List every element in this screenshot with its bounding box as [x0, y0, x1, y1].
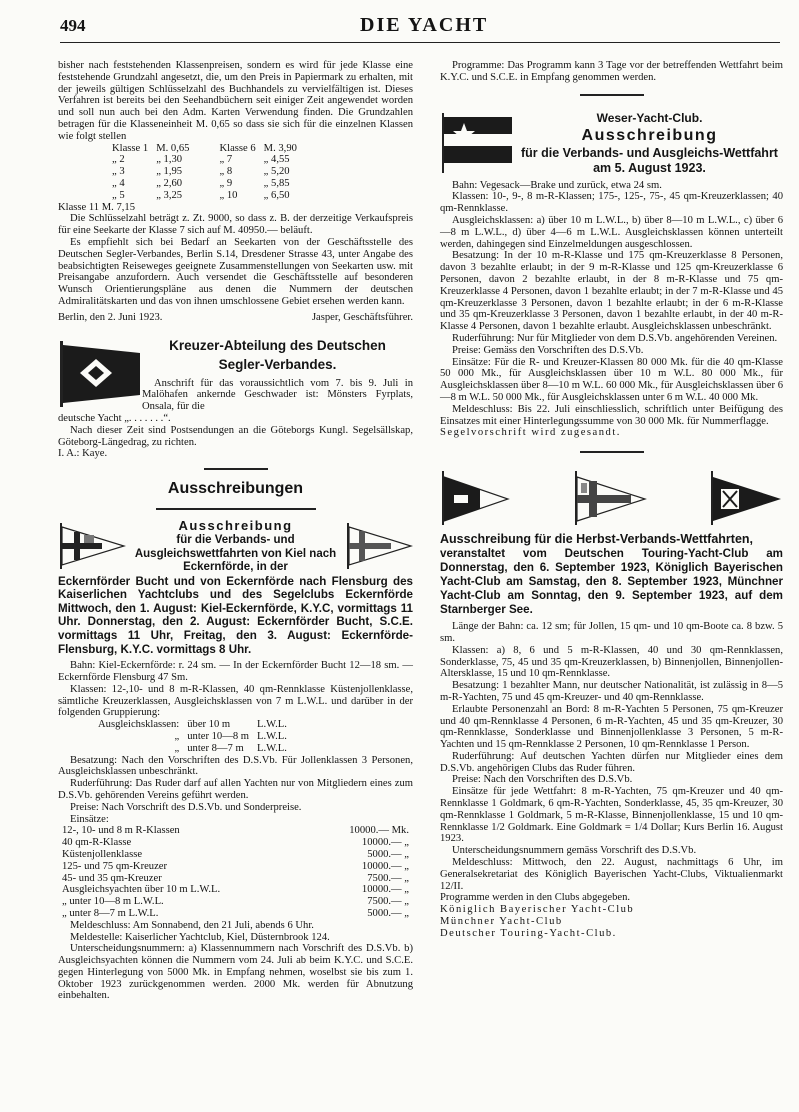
header-rule [60, 42, 780, 43]
class-price-cell: Klasse 6 [219, 142, 256, 154]
programme-paragraph: Programme: Das Programm kann 3 Tage vor der betreffenden Wettfahrt beim K.Y.C. und S.C.E. in Empfang genommen werden. [440, 60, 783, 83]
herbst-unterscheidung: Unterscheidungsnummern gemäss Vorschrift des D.S.Vb. [452, 845, 697, 857]
class-price-cell: „ 1,95 [156, 166, 183, 178]
kiel-meldeschluss: Meldeschluss: Am Sonnabend, den 21 Juli, abends 6 Uhr. [70, 919, 314, 931]
einsatz-row [58, 825, 413, 837]
class-price-cell: M. 0,65 [156, 142, 190, 154]
left-column [58, 60, 413, 1002]
herbst-ruder: Ruderführung: Auf deutschen Yachten dürfen nur Mitglieder eines dem D.S.Vb. angehörigen Clubs das Ruder führen. [440, 750, 783, 774]
weser-segelvorschrift: Segelvorschrift wird zugesandt. [440, 427, 621, 439]
weser-besatzung: Besatzung: In der 10 m-R-Klasse und 175 qm-Kreuzerklasse 8 Personen, davon 3 bezahlte erlaubt; in der 9 m-R-Klasse und 125 qm-Kreuzerklasse 6 Personen, davon 2 bezahlte erlaubt, in der 8 m-R-Klasse und 75 qm-Kreuzerklasse 4 Personen, davon 1 bezahlte erlaubt; in der 7 m-R-Klasse und 45 qm-Kreuzerklasse 3 Personen, davon 1 bezahlte erlaubt; in der 6 m-R-Klasse und 35 qm-Kreuzerklasse 3 Personen, davon 1 bezahlte erlaubt, in der 40 m-R-Klasse 4 Personen, davon 1 bezahlte erlaubt. Ausgleichsklassen unbeschränkt. [440, 250, 783, 333]
ausgleich-cell: L.W.L. [257, 719, 287, 731]
kiel-bahn: Bahn: Kiel-Eckernförde: r. 24 sm. — In der Eckernförder Bucht 12—18 sm. — Eckernförde Flensburg 47 Sm. [58, 660, 413, 683]
class-price-cell: M. 3,90 [263, 142, 297, 154]
einsatz-row [58, 849, 413, 861]
kiel-ausschreibung-header [58, 518, 413, 575]
club-signature-2: Münchner Yacht-Club [440, 916, 563, 928]
schluessel-paragraph: Die Schlüsselzahl beträgt z. Zt. 9000, so dass z. B. der derzeitige Verkaufspreis für eine Seekarte der Klasse 7 sich auf M. 40950.— beläuft. [58, 213, 413, 237]
einsatz-amount: 7500.— „ [367, 896, 409, 908]
class-price-cell: „ 5,85 [263, 177, 290, 189]
weser-ausschreibung-word: Ausschreibung [581, 126, 718, 144]
section-heading-ausschreibungen: Ausschreibungen [167, 480, 304, 498]
club-signature-3: Deutscher Touring-Yacht-Club. [440, 927, 617, 939]
kiel-preise: Preise: Nach Vorschrift des D.S.Vb. und Sonderpreise. [70, 801, 302, 813]
class-price-row [108, 143, 301, 155]
empfehlung-paragraph: Es empfiehlt sich bei Bedarf an Seekarten von der Geschäftsstelle des Deutschen Segler-Verbandes, Berlin S.14, Dresdener Strasse 43, unter Angabe des beabsichtigten Reiseweges geeignete Zusammenstellungen von Seekarten usw. mit Preisangabe anzufordern. Auch versendet die Geschäftsstelle auf besonderen Wunsch Orientierungspläne aus denen die Nummern der deutschen Admiralitätskarten und das von ihnen umschlossene Gebiet ersehen werden kann. [58, 236, 413, 307]
kiel-ausschreibung-word: Ausschreibung [178, 518, 293, 534]
right-column [440, 60, 783, 940]
class-price-cell: Klasse 1 [112, 142, 149, 154]
einsatz-row [58, 896, 413, 908]
herbst-preise: Preise: Nach den Vorschriften des D.S.Vb. [452, 774, 633, 786]
kiel-ausschreibung-sub: für die Verbands- und Ausgleichswettfahrten von Kiel nach Eckernförde, in der [134, 534, 337, 574]
einsatz-class: 45- und 35 qm-Kreuzer [62, 872, 162, 884]
class-price-cell: „ 1,30 [156, 154, 183, 166]
kreuzer-title-2: Segler-Verbandes. [218, 356, 337, 372]
herbst-title: Ausschreibung für die Herbst-Verbands-Wettfahrten, [440, 532, 754, 547]
ausgleich-cell: L.W.L. [257, 730, 287, 742]
kreuzer-block [58, 336, 413, 413]
einsatz-amount: 10000.— „ [361, 837, 409, 849]
class-price-row [108, 166, 301, 178]
weser-preise: Preise: Gemäss den Vorschriften des D.S.Vb. [452, 344, 644, 356]
dsv-burgee-icon [58, 339, 142, 409]
herbst-programme: Programme werden in den Clubs abgegeben. [440, 892, 631, 904]
class-price-row [108, 154, 301, 166]
herbst-personen: Erlaubte Personenzahl an Bord: 8 m-R-Yachten 5 Personen, 75 qm-Kreuzer und 40 qm-Rennklasse 4 Personen, 6 m-R-Yachten, 45 und 35 qm-Kreuzer, 30 qm-Rennklasse, Sonderklasse und Binnenjollenklasse 3 Personen, 5 m-R-Yachten und 15 qm-Rennklasse 2 Personen, 10 qm-Rennklasse 1 Person. [440, 703, 783, 751]
club-signature-1: Königlich Bayerischer Yacht-Club [440, 904, 635, 916]
sign-name: Jasper, Geschäftsführer. [311, 311, 413, 323]
einsatz-amount: 10000.— „ [361, 884, 409, 896]
einsatz-class: 40 qm-R-Klasse [62, 837, 132, 849]
einsatz-amount: 5000.— „ [367, 907, 409, 919]
myc-burgee-icon [709, 469, 783, 527]
class-price-row [108, 190, 301, 202]
class-price-cell: „ 3,25 [156, 189, 183, 201]
einsatz-row [58, 861, 413, 873]
weser-klassen: Klassen: 10-, 9-, 8 m-R-Klassen; 175-, 125-, 75-, 45 qm-Kreuzerklassen; 40 qm-Rennklasse. [440, 191, 783, 215]
class-price-cell: „ 8 [219, 166, 233, 178]
herbst-laenge: Länge der Bahn: ca. 12 sm; für Jollen, 15 qm- und 10 qm-Boote ca. 8 bzw. 5 sm. [440, 621, 783, 644]
einsatz-class: „ unter 10—8 m L.W.L. [62, 896, 164, 908]
weser-meldeschluss: Meldeschluss: Bis 22. Juli einschliesslich, schriftlich unter Beifügung des Einsatzes mit einer Hinterlegungssumme von 30 000 Mk. für Nummerflagge. [440, 403, 783, 427]
einsatz-amount: 10000.— Mk. [349, 825, 409, 837]
class-last-row: Klasse 11 M. 7,15 [58, 201, 135, 213]
einsatz-class: „ unter 8—7 m L.W.L. [62, 907, 159, 919]
kreuzer-sign: I. A.: Kaye. [58, 448, 108, 460]
kyc-burgee-icon [58, 521, 126, 571]
ausgleich-table [94, 719, 291, 754]
ausgleich-cell: „ [174, 730, 180, 742]
class-price-row [108, 178, 301, 190]
ausgleich-row [94, 719, 291, 731]
kiel-klassen: Klassen: 12-,10- und 8 m-R-Klassen, 40 qm-Rennklasse Küstenjollenklasse, sämtliche Kreuzerklassen, Ausgleichsklassen von 7 m L.W.L. und darüber in der folgenden Gruppierung: [58, 683, 413, 719]
einsatz-row [58, 873, 413, 885]
kiel-besatzung: Besatzung: Nach den Vorschriften des D.S.Vb. Für Jollenklassen 3 Personen, Ausgleichsklassen unbeschränkt. [58, 754, 413, 778]
ausgleich-cell: Ausgleichsklassen: [98, 719, 180, 731]
einsatz-amount: 10000.— „ [361, 860, 409, 872]
separator [580, 451, 644, 453]
dtyc-burgee-icon [440, 469, 510, 527]
class-price-cell: „ 4,55 [263, 154, 290, 166]
weser-club: Weser-Yacht-Club. [596, 110, 703, 125]
ausgleich-cell: „ [174, 742, 180, 754]
class-price-table [108, 143, 301, 202]
herbst-klassen: Klassen: a) 8, 6 und 5 m-R-Klassen, 40 und 30 qm-Rennklassen, Sonderklasse, 75, 45 und 35 qm-Kreuzerklassen, b) Binnenjollen, Binnenjollen-Altersklasse, 15 und 10 qm-Rennklasse. [440, 644, 783, 680]
einsatz-amount: 7500.— „ [367, 872, 409, 884]
class-price-cell: „ 10 [219, 189, 238, 201]
separator [204, 468, 268, 470]
separator [156, 508, 316, 510]
ausgleich-row [94, 743, 291, 755]
kreuzer-text-3: Nach dieser Zeit sind Postsendungen an die Göteborgs Kungl. Segelsällskap, Göteborg-Längedrag, zu richten. [58, 424, 413, 448]
einsatz-class: 12-, 10- und 8 m R-Klassen [62, 825, 180, 837]
class-price-cell: „ 9 [219, 177, 233, 189]
weser-einsaetze: Einsätze: Für die R- und Kreuzer-Klassen 80 000 Mk. für die 40 qm-Klasse 50 000 Mk., für Ausgleichsklassen über 10 m W.L. 80 000 Mk., für Ausgleichsklassen über 8—10 m W.L. 60 000 Mk., für Ausgleichsklassen über 6—8 m W.L. 50 000 Mk., für Ausgleichsklassen unter 6 m W.L. 40 000 Mk. [440, 356, 783, 403]
magazine-title: DIE YACHT [360, 14, 489, 36]
ausgleich-row [94, 731, 291, 743]
einsatz-class: Ausgleichsyachten über 10 m L.W.L. [62, 884, 221, 896]
herbst-sub: veranstaltet vom Deutschen Touring-Yacht-Club am Donnerstag, den 6. September 1923, Königlich Bayerischen Yacht-Club am Samstag, den 8. September 1923, Münchner Yacht-Club am Sonntag, den 9. September 1923, auf dem Starnberger See. [440, 547, 783, 617]
einsatz-class: 125- und 75 qm-Kreuzer [62, 860, 168, 872]
einsatz-row [58, 908, 413, 920]
weser-sub: für die Verbands- und Ausgleichs-Wettfahrt am 5. August 1923. [521, 145, 778, 175]
kreuzer-text-2: deutsche Yacht „. . . . . . .“. [58, 412, 171, 424]
herbst-besatzung: Besatzung: 1 bezahlter Mann, nur deutscher Nationalität, ist zulässig in 8—5 m-R-Yachten, 75 und 45 qm-Kreuzer- und 40 qm-Rennklasse. [440, 680, 783, 703]
ausgleich-cell: L.W.L. [257, 742, 287, 754]
weser-header [440, 110, 783, 176]
einsatz-class: Küstenjollenklasse [62, 848, 143, 860]
intro-paragraph: bisher nach feststehenden Klassenpreisen, sondern es wird für jede Klasse eine feststehende Grundzahl angesetzt, die, um den Preis in Papiermark zu erhalten, mit der jeweils gültigen Schlüsselzahl des Buchhandels zu vervielfältigen ist. Dieses Verfahren ist bereits bei den Seehandbüchern seit einiger Zeit angewendet worden und soll nun auch bei den Adm. Karten Verwendung finden. Die Grundzahlen betragen für die Klasseneinheit M. 0,65 so dass sie sich für die einzelnen Klassen wie folgt stellen [58, 60, 413, 142]
class-price-cell: „ 4 [112, 177, 125, 189]
kiel-einsaetze-label: Einsätze: [70, 813, 109, 825]
kiel-ruder: Ruderführung: Das Ruder darf auf allen Yachten nur von Mitgliedern eines zum D.S.Vb. gehörenden Vereins geführt werden. [58, 778, 413, 801]
ausgleich-cell: unter 8—7 m [187, 742, 244, 754]
einsatz-row [58, 837, 413, 849]
kbyc-burgee-icon [573, 469, 647, 527]
class-price-cell: „ 2,60 [156, 177, 183, 189]
ausgleich-cell: unter 10—8 m [187, 730, 250, 742]
class-price-cell: „ 6,50 [263, 189, 290, 201]
einsatz-row [58, 884, 413, 896]
herbst-einsatz: Einsätze für jede Wettfahrt: 8 m-R-Yachten, 75 qm-Kreuzer und 40 qm-Rennklasse 1 Goldmark, 6 qm-R-Yachten, Sonderklasse, 45, 35 qm-Kreuzer, 30 qm-Rennklasse 1 Goldmark, 5 m-R-Klasse, Binnenjollenklasse, 15 und 10 qm-Rennklasse 1/2 Goldmark. Eine Goldmark = 1/4 Dollar; Kurs Berlin 16. August 1923. [440, 786, 783, 845]
weser-yc-flag-icon [440, 111, 516, 175]
class-price-cell: „ 3 [112, 166, 125, 178]
einsaetze-table [58, 825, 413, 919]
sce-burgee-icon [345, 521, 413, 571]
kiel-unterscheidung: Unterscheidungsnummern: a) Klassennummern nach Vorschrift des D.S.Vb. b) Ausgleichsyachten können die Nummern vom 24. Juli ab beim K.Y.C. und S.C.E. gegen Hinterlegung von 5000 Mk. in Empfang nehmen, woselbst sie bis zum 1. Oktober 1923 zurückgenommen werden. 2000 Mk. werden für Abnutzung einbehalten. [58, 943, 413, 1002]
herbst-meldeschluss: Meldeschluss: Mittwoch, den 22. August, nachmittags 6 Uhr, im Generalsekretariat des Königlich Bayerischen Yacht-Clubs, Viktualienmarkt 12/II. [440, 857, 783, 892]
weser-bahn: Bahn: Vegesack—Brake und zurück, etwa 24 sm. [452, 179, 662, 191]
class-price-cell: „ 5 [112, 189, 125, 201]
weser-ruder: Ruderführung: Nur für Mitglieder von dem D.S.Vb. angehörenden Vereinen. [452, 332, 778, 344]
kiel-ausschreibung-bold: Eckernförder Bucht und von Eckernförde nach Flensburg des Kaiserlichen Yachtclubs und des Segelclubs Eckernförde Mittwoch, den 1. August: Kiel-Eckernförde, K.Y.C, vormittags 11 Uhr. Donnerstag, den 2. August: Eckernförder Bucht, S.C.E. vormittags 11 Uhr, Freitag, den 3. August: Eckernförde-Flensburg, K.Y.C. vormittags 8 Uhr. [58, 574, 413, 656]
sign-date: Berlin, den 2. Juni 1923. [58, 311, 163, 323]
page-header [0, 0, 799, 40]
class-price-cell: „ 5,20 [263, 166, 290, 178]
einsatz-amount: 5000.— „ [367, 848, 409, 860]
class-price-cell: „ 7 [219, 154, 233, 166]
kiel-meldestelle: Meldestelle: Kaiserlicher Yachtclub, Kiel, Düsternbrook 124. [70, 931, 330, 943]
herbst-flags [440, 469, 783, 527]
class-price-cell: „ 2 [112, 154, 125, 166]
kreuzer-text-1: Anschrift für das voraussichtlich vom 7. bis 9. Juli in Malöhafen ankernde Geschwader ist: Mönsters Fyrplats, Onsala, für die [142, 377, 413, 413]
page-number: 494 [60, 16, 86, 35]
separator [580, 94, 644, 96]
kreuzer-title-1: Kreuzer-Abteilung des Deutschen [169, 337, 386, 353]
weser-ausgleich: Ausgleichsklassen: a) über 10 m L.W.L., b) über 8—10 m L.W.L., c) über 6—8 m L.W.L., d) über 4—6 m L.W.L. Ausgleichsklassen können unterteilt werden, dahingegen sind Einzelmeldungen ausgeschlossen. [440, 214, 783, 250]
ausgleich-cell: über 10 m [187, 719, 231, 731]
